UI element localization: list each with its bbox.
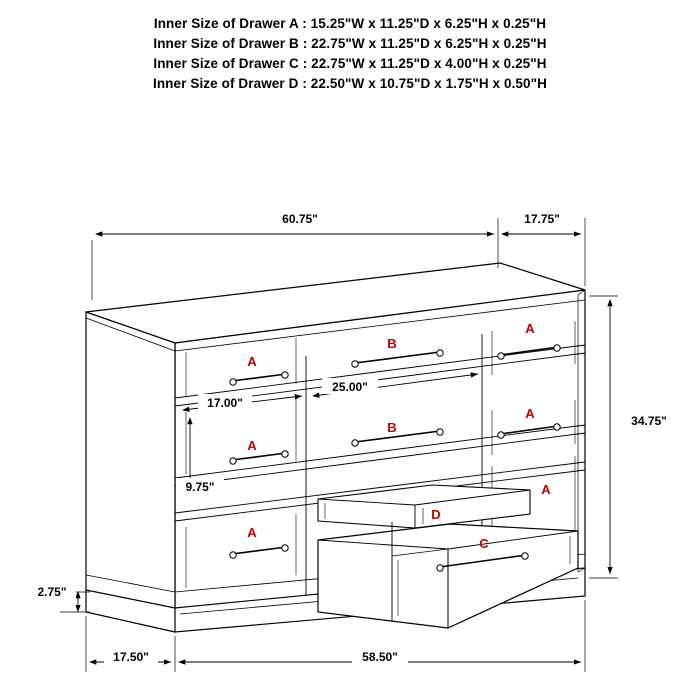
drawer-label-open-drawer: C bbox=[479, 536, 489, 551]
spec-line-d: Inner Size of Drawer D : 22.50"W x 10.75"D x 1.75"H x 0.50"H bbox=[152, 76, 548, 91]
dim-base-depth: 17.50" bbox=[113, 650, 149, 664]
spec-line-b: Inner Size of Drawer B : 22.75"W x 11.25"D x 6.25"H x 0.25"H bbox=[153, 36, 547, 51]
drawer-label-mid-right: A bbox=[525, 406, 535, 421]
dim-drawer-b-width: 25.00" bbox=[332, 380, 368, 394]
dim-base-height: 2.75" bbox=[37, 585, 67, 599]
dim-drawer-a-width: 17.00" bbox=[207, 396, 243, 410]
drawer-label-mid-center: B bbox=[387, 420, 397, 435]
drawer-label-bottom-right: A bbox=[541, 482, 551, 497]
drawer-label-top-left: A bbox=[247, 354, 257, 369]
spec-line-a: Inner Size of Drawer A : 15.25"W x 11.25"D x 6.25"H x 0.25"H bbox=[153, 16, 547, 31]
drawer-label-top-center: B bbox=[387, 336, 397, 351]
drawer-label-bottom-left: A bbox=[247, 525, 257, 540]
drawer-label-top-right: A bbox=[525, 321, 535, 336]
dim-base-width: 58.50" bbox=[362, 650, 398, 664]
drawer-label-mid-left: A bbox=[247, 438, 257, 453]
dim-drawer-height: 9.75" bbox=[185, 480, 215, 494]
spec-line-c: Inner Size of Drawer C : 22.75"W x 11.25"D x 4.00"H x 0.25"H bbox=[153, 56, 547, 71]
dim-top-width: 60.75" bbox=[282, 212, 318, 226]
dim-top-depth: 17.75" bbox=[524, 212, 560, 226]
drawer-label-tray: D bbox=[431, 507, 441, 522]
dim-overall-height: 34.75" bbox=[631, 414, 667, 428]
